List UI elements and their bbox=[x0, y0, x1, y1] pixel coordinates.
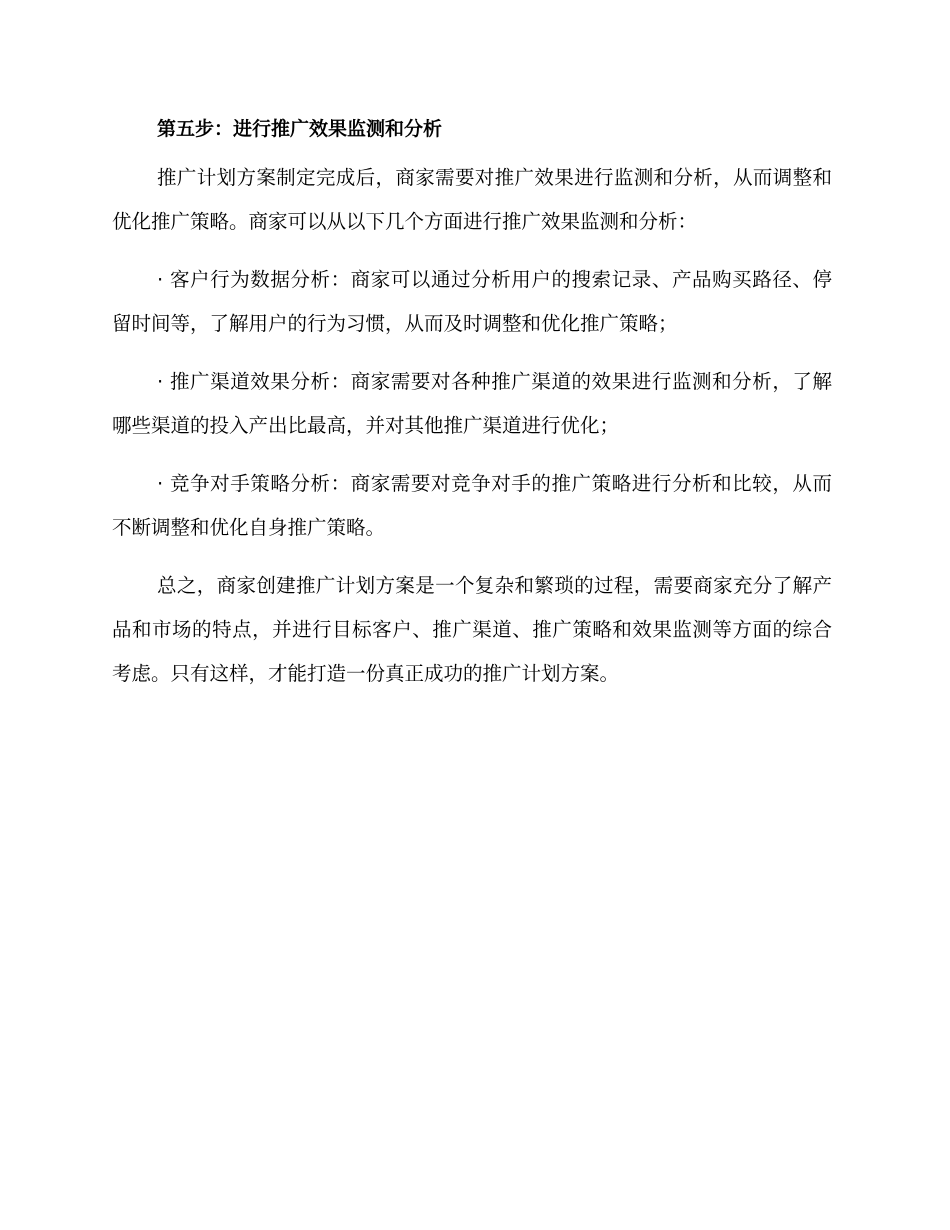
bullet-channel-effect: · 推广渠道效果分析：商家需要对各种推广渠道的效果进行监测和分析，了解哪些渠道的投入产出比最高，并对其他推广渠道进行优化； bbox=[112, 370, 832, 437]
section-heading: 第五步：进行推广效果监测和分析 bbox=[157, 118, 443, 140]
document-page bbox=[112, 110, 832, 710]
bullet-competitor-strategy: · 竞争对手策略分析：商家需要对竞争对手的推广策略进行分析和比较，从而不断调整和优化自身推广策略。 bbox=[112, 472, 832, 539]
bullet-customer-behavior: · 客户行为数据分析：商家可以通过分析用户的搜索记录、产品购买路径、停留时间等，了解用户的行为习惯，从而及时调整和优化推广策略； bbox=[112, 268, 832, 335]
conclusion-paragraph: 总之，商家创建推广计划方案是一个复杂和繁琐的过程，需要商家充分了解产品和市场的特点，并进行目标客户、推广渠道、推广策略和效果监测等方面的综合考虑。只有这样，才能打造一份真正成功的推广计划方案。 bbox=[112, 574, 832, 685]
intro-paragraph: 推广计划方案制定完成后，商家需要对推广效果进行监测和分析，从而调整和优化推广策略。商家可以从以下几个方面进行推广效果监测和分析： bbox=[112, 166, 832, 233]
